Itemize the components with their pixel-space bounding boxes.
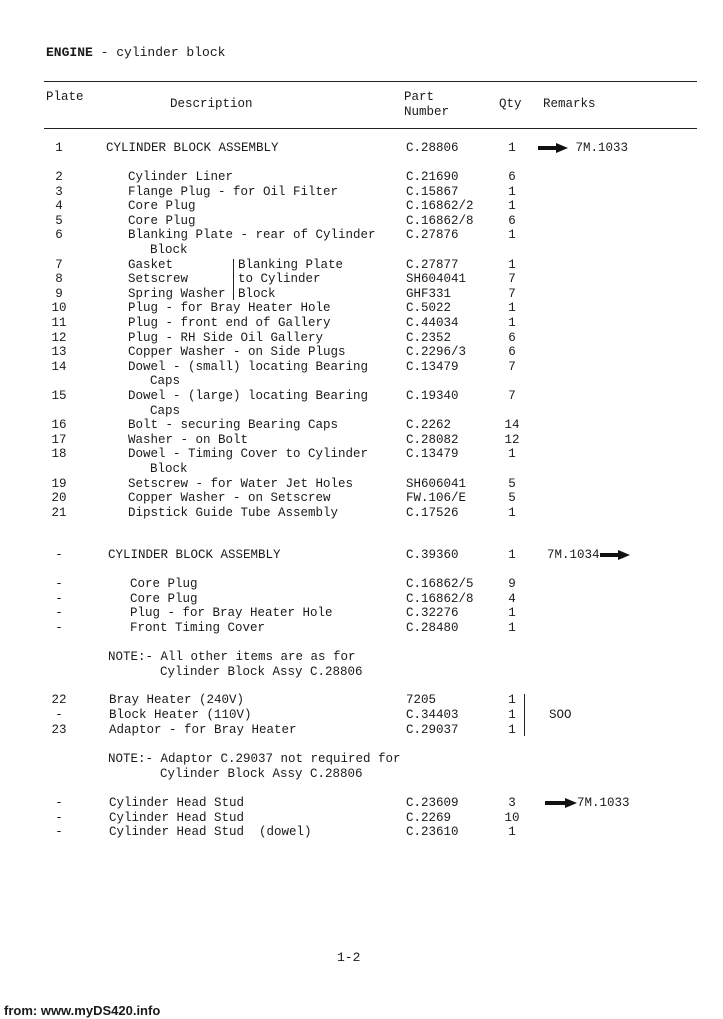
- part-number: C.2269: [406, 811, 452, 825]
- source-footer: from: www.myDS420.info: [4, 1003, 161, 1018]
- description: CYLINDER BLOCK ASSEMBLY: [106, 141, 279, 155]
- description: Bolt - securing Bearing Caps: [128, 418, 339, 433]
- right-arrow-icon: [545, 798, 577, 808]
- plate-number: 5: [55, 213, 63, 228]
- part-number: C.16862/5: [406, 577, 474, 591]
- description-group: Blanking Plate: [238, 257, 344, 272]
- quantity: 1: [508, 447, 516, 462]
- plate-number: 14: [51, 359, 67, 374]
- table-row-continuation: [0, 404, 723, 419]
- page-title: ENGINE - cylinder block: [46, 45, 226, 60]
- table-row: [0, 433, 723, 448]
- plate-number: -: [55, 825, 63, 839]
- part-number: FW.106/E: [406, 491, 467, 506]
- description: Setscrew - for Water Jet Holes: [128, 476, 354, 491]
- plate-number: 15: [51, 389, 67, 403]
- quantity: 1: [508, 620, 516, 635]
- table-row: [0, 592, 723, 607]
- description-group: to Cylinder: [238, 272, 321, 287]
- table-row: [0, 301, 723, 316]
- table-row: [0, 548, 723, 563]
- plate-number: 20: [51, 491, 67, 506]
- part-number: C.23610: [406, 825, 459, 839]
- part-number: C.16862/8: [406, 213, 474, 228]
- table-row: [0, 214, 723, 229]
- description: Core Plug: [128, 199, 196, 214]
- table-row: [0, 811, 723, 826]
- table-row: [0, 228, 723, 243]
- quantity: 1: [508, 708, 516, 722]
- description: Caps: [150, 403, 181, 418]
- table-row: [0, 491, 723, 506]
- table-row: [0, 825, 723, 840]
- plate-number: -: [55, 620, 63, 635]
- description: Adaptor - for Bray Heater: [109, 723, 297, 737]
- plate-number: 12: [51, 330, 67, 345]
- remark: 7M.1033: [538, 141, 628, 155]
- part-number: C.28480: [406, 620, 459, 635]
- description: Core Plug: [130, 577, 198, 591]
- table-row: [0, 185, 723, 200]
- quantity: 4: [508, 591, 516, 606]
- plate-number: 17: [51, 432, 67, 447]
- quantity: 6: [508, 213, 516, 228]
- table-row-continuation: [0, 374, 723, 389]
- part-number: C.21690: [406, 170, 459, 184]
- plate-number: -: [55, 591, 63, 606]
- quantity: 1: [508, 548, 516, 562]
- plate-number: 19: [51, 476, 67, 491]
- description: Dowel - (small) locating Bearing: [128, 359, 369, 374]
- description: Block Heater (110V): [109, 708, 252, 722]
- description: Cylinder Liner: [128, 170, 234, 184]
- table-row: [0, 345, 723, 360]
- table-row: [0, 331, 723, 346]
- part-number: C.34403: [406, 708, 459, 722]
- plate-number: 18: [51, 447, 67, 462]
- description: Plug - RH Side Oil Gallery: [128, 330, 324, 345]
- part-number: SH606041: [406, 476, 467, 491]
- description: Plug - for Bray Heater Hole: [130, 606, 333, 621]
- col-header-plate: Plate: [46, 90, 84, 104]
- part-number: C.5022: [406, 301, 452, 316]
- quantity: 1: [508, 228, 516, 243]
- description: Caps: [150, 374, 181, 389]
- grouping-bracket: [233, 259, 234, 300]
- table-row: [0, 506, 723, 521]
- part-number: C.2262: [406, 418, 452, 433]
- table-row: [0, 693, 723, 708]
- quantity: 1: [508, 606, 516, 621]
- part-number: C.17526: [406, 505, 459, 520]
- table-row: [0, 287, 723, 302]
- plate-number: -: [55, 606, 63, 621]
- plate-number: 23: [51, 723, 67, 737]
- remark: 7M.1034: [547, 548, 630, 562]
- plate-number: 22: [51, 693, 67, 707]
- quantity: 6: [508, 330, 516, 345]
- plate-number: 2: [55, 170, 63, 184]
- quantity: 10: [504, 811, 520, 825]
- quantity: 14: [504, 418, 520, 433]
- description: Dowel - (large) locating Bearing: [128, 389, 369, 403]
- col-header-part-2: Number: [404, 105, 450, 119]
- plate-number: 6: [55, 228, 63, 243]
- quantity: 1: [508, 301, 516, 316]
- plate-number: 4: [55, 199, 63, 214]
- header-top-rule: [44, 81, 697, 82]
- description: Block: [150, 243, 188, 257]
- note-line: NOTE:- All other items are as for: [108, 650, 356, 664]
- part-number: C.29037: [406, 723, 459, 737]
- description: Cylinder Head Stud: [109, 796, 245, 810]
- description: Front Timing Cover: [130, 620, 266, 635]
- quantity: 1: [508, 184, 516, 199]
- table-row: [0, 360, 723, 375]
- col-header-remarks: Remarks: [543, 97, 596, 111]
- plate-number: 11: [51, 316, 67, 330]
- part-number: C.19340: [406, 389, 459, 403]
- part-number: C.16862/2: [406, 199, 474, 214]
- plate-number: 1: [55, 141, 63, 155]
- part-number: C.32276: [406, 606, 459, 621]
- remark: 7M.1033: [545, 796, 630, 810]
- note-line: Cylinder Block Assy C.28806: [160, 665, 363, 679]
- plate-number: 21: [51, 505, 67, 520]
- part-number: C.13479: [406, 447, 459, 462]
- description: Copper Washer - on Setscrew: [128, 491, 331, 506]
- table-row: [0, 723, 723, 738]
- description: Gasket: [128, 257, 174, 272]
- plate-number: 16: [51, 418, 67, 433]
- part-number: 7205: [406, 693, 437, 707]
- header-bottom-rule: [44, 128, 697, 129]
- description: Setscrew: [128, 272, 189, 287]
- quantity: 7: [508, 272, 516, 287]
- description: Core Plug: [130, 591, 198, 606]
- description: Block: [150, 462, 188, 476]
- description: Plug - front end of Gallery: [128, 316, 331, 330]
- description: Dowel - Timing Cover to Cylinder: [128, 447, 369, 462]
- plate-number: -: [55, 811, 63, 825]
- plate-number: 13: [51, 345, 67, 360]
- col-header-qty: Qty: [499, 97, 522, 111]
- table-row-continuation: [0, 462, 723, 477]
- table-row: [0, 316, 723, 331]
- part-number: C.2352: [406, 330, 452, 345]
- plate-number: -: [55, 548, 63, 562]
- quantity: 5: [508, 476, 516, 491]
- description: Plug - for Bray Heater Hole: [128, 301, 331, 316]
- note-line: NOTE:- Adaptor C.29037 not required for: [108, 752, 401, 766]
- description: Spring Washer: [128, 286, 226, 301]
- page-number: 1-2: [337, 950, 361, 965]
- table-row: [0, 477, 723, 492]
- quantity: 1: [508, 199, 516, 214]
- quantity: 1: [508, 723, 516, 737]
- part-number: C.23609: [406, 796, 459, 810]
- note-line: Cylinder Block Assy C.28806: [160, 767, 363, 781]
- description: Copper Washer - on Side Plugs: [128, 345, 346, 360]
- description: Washer - on Bolt: [128, 432, 249, 447]
- plate-number: 10: [51, 301, 67, 316]
- description: Core Plug: [128, 213, 196, 228]
- table-row: [0, 141, 723, 156]
- description: Bray Heater (240V): [109, 693, 245, 707]
- grouping-bracket: [524, 694, 525, 736]
- col-header-description: Description: [170, 97, 253, 111]
- plate-number: -: [55, 708, 63, 722]
- table-row-continuation: [0, 243, 723, 258]
- quantity: 1: [508, 505, 516, 520]
- part-number: C.39360: [406, 548, 459, 562]
- plate-number: 7: [55, 257, 63, 272]
- part-number: C.44034: [406, 316, 459, 330]
- table-row: [0, 170, 723, 185]
- description: Blanking Plate - rear of Cylinder: [128, 228, 376, 243]
- part-number: C.16862/8: [406, 591, 474, 606]
- quantity: 6: [508, 345, 516, 360]
- quantity: 7: [508, 359, 516, 374]
- plate-number: -: [55, 577, 63, 591]
- description: Flange Plug - for Oil Filter: [128, 184, 339, 199]
- quantity: 9: [508, 577, 516, 591]
- right-arrow-icon: [600, 550, 630, 560]
- part-number: SH604041: [406, 272, 467, 287]
- description: Cylinder Head Stud: [109, 811, 245, 825]
- col-header-part-1: Part: [404, 90, 435, 104]
- quantity: 5: [508, 491, 516, 506]
- table-row: [0, 796, 723, 811]
- remark: SOO: [549, 708, 572, 722]
- description: Dipstick Guide Tube Assembly: [128, 505, 339, 520]
- plate-number: 9: [55, 286, 63, 301]
- part-number: C.28082: [406, 432, 459, 447]
- table-row: [0, 258, 723, 273]
- description-group: Block: [238, 286, 276, 301]
- table-row: [0, 708, 723, 723]
- table-row: [0, 272, 723, 287]
- table-row: [0, 577, 723, 592]
- quantity: 3: [508, 796, 516, 810]
- description: Cylinder Head Stud (dowel): [109, 825, 312, 839]
- quantity: 1: [508, 693, 516, 707]
- quantity: 12: [504, 432, 520, 447]
- table-row: [0, 447, 723, 462]
- quantity: 7: [508, 286, 516, 301]
- part-number: C.27876: [406, 228, 459, 243]
- quantity: 1: [508, 825, 516, 839]
- part-number: C.2296/3: [406, 345, 467, 360]
- part-number: C.13479: [406, 359, 459, 374]
- plate-number: 3: [55, 184, 63, 199]
- plate-number: -: [55, 796, 63, 810]
- part-number: C.28806: [406, 141, 459, 155]
- quantity: 1: [508, 141, 516, 155]
- quantity: 1: [508, 316, 516, 330]
- part-number: C.27877: [406, 257, 459, 272]
- quantity: 7: [508, 389, 516, 403]
- right-arrow-icon: [538, 143, 568, 153]
- table-row: [0, 418, 723, 433]
- plate-number: 8: [55, 272, 63, 287]
- table-row: [0, 199, 723, 214]
- part-number: C.15867: [406, 184, 459, 199]
- description: CYLINDER BLOCK ASSEMBLY: [108, 548, 281, 562]
- part-number: GHF331: [406, 286, 452, 301]
- quantity: 1: [508, 257, 516, 272]
- table-row: [0, 606, 723, 621]
- table-row: [0, 621, 723, 636]
- table-row: [0, 389, 723, 404]
- quantity: 6: [508, 170, 516, 184]
